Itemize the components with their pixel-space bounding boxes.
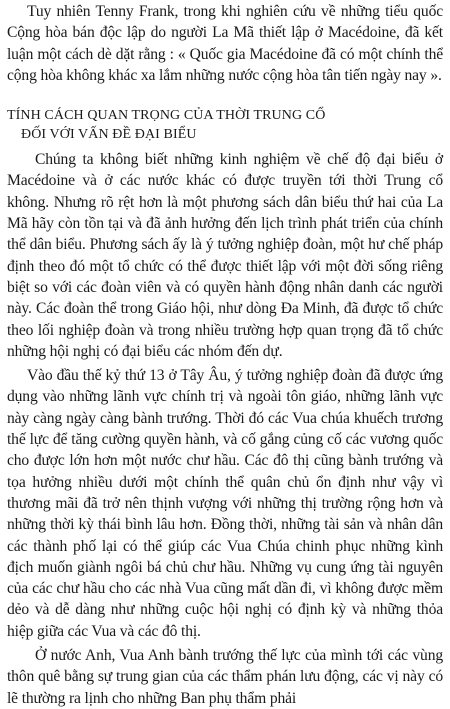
section-heading-line-1: TÍNH CÁCH QUAN TRỌNG CỦA THỜI TRUNG CỔ: [7, 108, 326, 124]
paragraph-intro: Tuy nhiên Tenny Frank, trong khi nghiên cứu về những tiểu quốc Cộng hòa bán độc lập do người La Mã thiết lập ở Macédoine, đã kết luận một cách dè dặt rằng : « Quốc gia Macédoine đã có một chính thể cộng hòa không khác xa lắm những nước cộng hòa tân tiến ngày nay ».: [7, 3, 443, 84]
paragraph-england: Ở nước Anh, Vua Anh bành trướng thế lực của mình tới các vùng thôn quê bằng sự trung gian của các thẩm phán lưu động, các vị này có lẽ thường ra lịnh cho những Ban phụ thẩm phải: [7, 647, 443, 707]
paragraph-thirteenth-century: Vào đầu thế kỷ thứ 13 ở Tây Âu, ý tưởng nghiệp đoàn đã được ứng dụng vào những lãnh vực chính trị và ngoài tôn giáo, những lãnh vực này càng ngày càng bành trướng. Thời đó các Vua chúa khuếch trương thế lực để tăng cường quyền hành, và cố gắng củng cố các vương quốc cho được lớn hơn một nước chư hầu. Các đô thị cũng bành trướng và tọa hưởng nhiều dưới một chính thể quân chủ ổn định như vậy vì thương mãi đã trở nên thịnh vượng với những thị trường rộng hơn và những thời kỳ thái bình lâu hơn. Đồng thời, những tài sản và nhân dân các thành phố lại có thể giúp các Vua Chúa chinh phục những kình địch muốn giành ngôi bá chủ chư hầu. Những vụ cung ứng tài nguyên của các chư hầu cho các nhà Vua cũng mất dần đi, vì không được mềm dẻo và dễ dàng như những cuộc hội nghị có định kỳ và những thỏa hiệp giữa các Vua và các đô thị.: [7, 367, 443, 640]
section-heading: [7, 106, 443, 144]
paragraph-corporation-idea: Chúng ta không biết những kinh nghiệm về chế độ đại biểu ở Macédoine và ở các nước khác có được truyền tới thời Trung cổ không. Nhưng rõ rệt hơn là một phương sách dân biểu thứ hai của La Mã hãy còn tồn tại và đã ảnh hưởng đến lịch trình phát triển của chính thể dân biểu. Phương sách ấy là ý tưởng nghiệp đoàn, một hư chế pháp định theo đó một tổ chức có thể được thiết lập với một đời sống riêng biệt so với các đoàn viên và có quyền hành động nhân danh các người này. Các đoàn thể trong Giáo hội, như dòng Đa Minh, đã được tổ chức theo lối nghiệp đoàn và trong nhiều trường hợp quan trọng đã tổ chức những hội nghị có đại biểu các nhóm đến dự.: [7, 151, 443, 360]
section-heading-line-2: ĐỐI VỚI VẤN ĐỀ ĐẠI BIỂU: [21, 127, 197, 143]
